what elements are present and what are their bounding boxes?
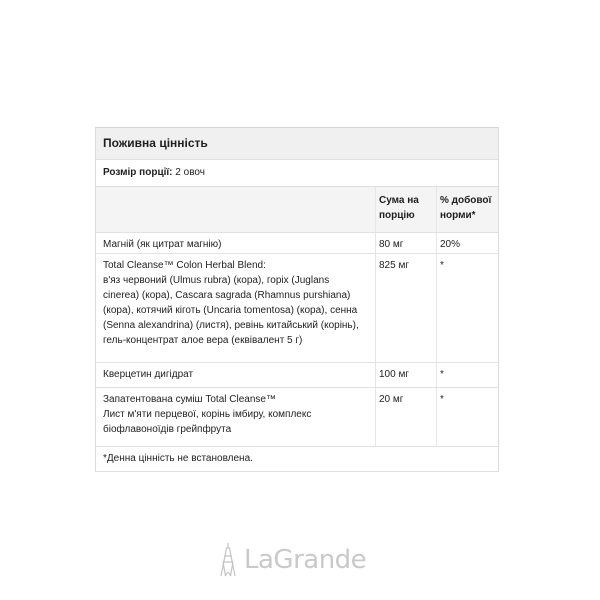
ingredient-daily-value: 20%	[440, 239, 461, 250]
ingredient-amount: 100 мг	[376, 363, 437, 387]
ingredient-line: Лист м'яти перцевої, корінь імбиру, комплекс	[103, 409, 312, 420]
serving-size	[96, 160, 498, 187]
ingredient-daily-value: *	[440, 369, 444, 380]
ingredient-daily-value: *	[440, 260, 444, 271]
header-amount: Сума на порцію	[376, 187, 437, 232]
ingredient-line: Кверцетин дигідрат	[103, 369, 194, 380]
ingredient-line: Запатентована суміш Total Cleanse™	[103, 394, 276, 405]
ingredient-line: Total Cleanse™ Colon Herbal Blend:	[103, 260, 266, 271]
table-row	[96, 233, 498, 254]
header-name-cell	[96, 187, 376, 232]
ingredient-line: гель-концентрат алое вера (еквівалент 5 г)	[103, 335, 303, 346]
ingredient-amount: 80 мг	[376, 233, 437, 253]
nutrition-facts-panel	[95, 127, 499, 472]
header-daily-value: % добової норми*	[440, 195, 492, 221]
ingredient-name	[96, 233, 376, 253]
ingredient-amount: 20 мг	[376, 388, 437, 446]
ingredient-name	[96, 363, 376, 387]
ingredient-line: Магній (як цитрат магнію)	[103, 239, 222, 250]
table-row	[96, 363, 498, 388]
eiffel-tower-icon	[216, 542, 240, 578]
table-row	[96, 254, 498, 363]
panel-title: Поживна цінність	[96, 128, 498, 160]
ingredient-name	[96, 388, 376, 446]
table-header-row	[96, 187, 498, 233]
lagrande-watermark	[216, 540, 396, 580]
ingredient-line: cinerea) (кора), Cascara sagrada (Rhamnus purshiana)	[103, 290, 351, 301]
ingredient-name	[96, 254, 376, 362]
watermark-text: LaGrande	[244, 545, 367, 575]
ingredient-daily-value: *	[440, 394, 444, 405]
ingredient-line: (кора), котячий кіготь (Uncaria tomentosa) (кора), сенна	[103, 305, 358, 316]
serving-size-label: Розмір порції:	[103, 167, 173, 178]
serving-size-value: 2 овоч	[175, 167, 205, 178]
ingredient-line: в'яз червоний (Ulmus rubra) (кора), горіх (Juglans	[103, 275, 330, 286]
ingredient-line: біофлавоноїдів грейпфрута	[103, 424, 232, 435]
footnote: *Денна цінність не встановлена.	[103, 453, 253, 464]
table-row	[96, 388, 498, 447]
ingredient-line: (Senna alexandrina) (листя), ревінь китайський (корінь),	[103, 320, 359, 331]
ingredient-amount: 825 мг	[376, 254, 437, 362]
